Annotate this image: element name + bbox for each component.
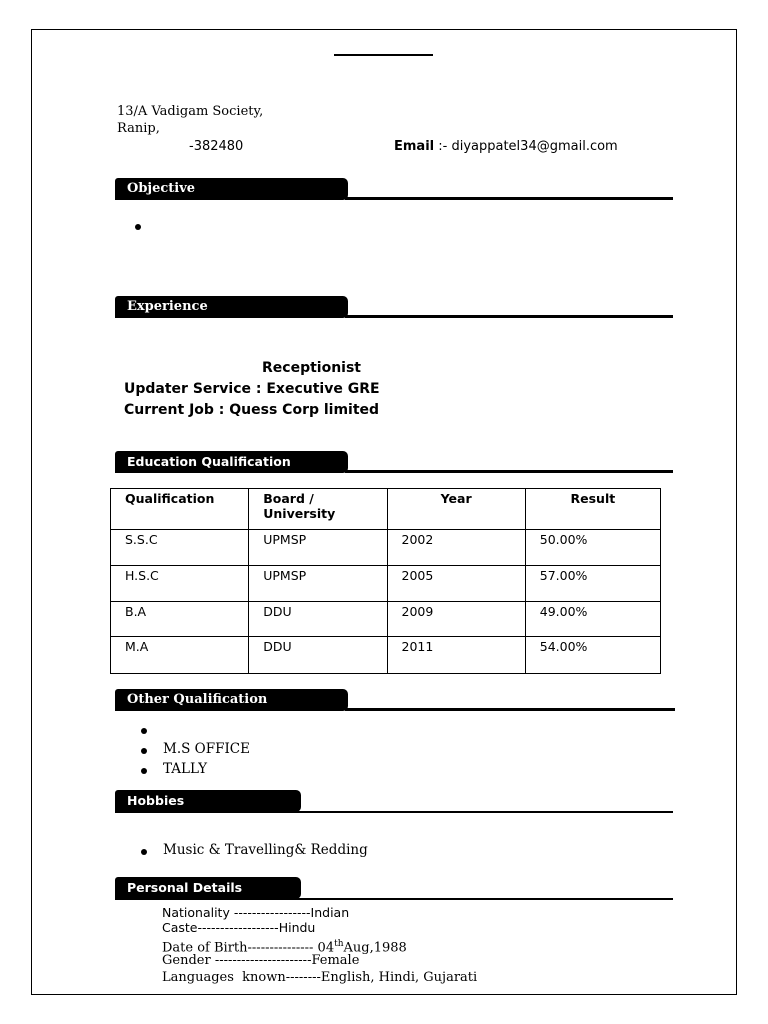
other-bullet — [141, 728, 147, 734]
languages-value: English, Hindi, Gujarati — [320, 970, 478, 985]
personal-languages — [162, 970, 477, 986]
table-row — [111, 566, 661, 602]
cell-year: 2011 — [387, 637, 525, 674]
section-other-qualification — [115, 689, 675, 713]
languages-label: Languages known — [162, 970, 286, 985]
hobby-item: Music & Travelling& Redding — [163, 842, 368, 858]
email-separator: :- — [434, 139, 452, 154]
nationality-dashes: ----------------- — [233, 905, 311, 920]
cell-result: 49.00% — [525, 602, 660, 637]
other-bullet — [141, 748, 147, 754]
hobby-bullet — [141, 849, 147, 855]
cell-board: UPMSP — [249, 566, 387, 602]
header-board: Board / University — [249, 489, 387, 530]
cell-qualification: M.A — [111, 637, 249, 674]
objective-bullet — [135, 224, 141, 230]
dob-day: 04 — [317, 940, 335, 956]
other-item: TALLY — [163, 761, 207, 777]
gender-dashes: ---------------------- — [214, 953, 312, 968]
languages-dashes: -------- — [285, 970, 321, 985]
education-table — [110, 488, 661, 674]
section-title-other: Other Qualification — [115, 689, 348, 711]
header-result: Result — [525, 489, 660, 530]
email-label: Email — [394, 139, 435, 154]
cell-result: 57.00% — [525, 566, 660, 602]
caste-value: Hindu — [278, 920, 316, 935]
section-hobbies — [115, 790, 673, 814]
nationality-label: Nationality — [162, 905, 230, 920]
dob-rest: Aug,1988 — [343, 940, 407, 956]
gender-value: Female — [311, 953, 360, 968]
personal-nationality — [162, 905, 349, 921]
experience-updater: Updater Service : Executive GRE — [124, 381, 380, 397]
header-qualification: Qualification — [111, 489, 249, 530]
dob-dashes: --------------- — [247, 940, 314, 956]
personal-caste — [162, 920, 315, 936]
table-header-row — [111, 489, 661, 530]
section-rule — [115, 811, 673, 813]
cell-result: 54.00% — [525, 637, 660, 674]
address-line-2: Ranip, — [117, 121, 160, 136]
address-line-1: 13/A Vadigam Society, — [117, 104, 264, 119]
section-rule — [345, 470, 673, 473]
gender-label: Gender — [162, 953, 211, 968]
dob-suffix: th — [334, 939, 344, 949]
other-bullet — [141, 768, 147, 774]
cell-year: 2009 — [387, 602, 525, 637]
email-line — [394, 139, 618, 154]
cell-board: DDU — [249, 637, 387, 674]
section-experience — [115, 296, 673, 320]
caste-label: Caste — [162, 920, 198, 935]
section-education — [115, 451, 673, 475]
table-row — [111, 530, 661, 566]
section-personal-details — [115, 877, 673, 901]
header-year: Year — [387, 489, 525, 530]
table-row — [111, 637, 661, 674]
cell-qualification: H.S.C — [111, 566, 249, 602]
cell-board: DDU — [249, 602, 387, 637]
email-value: diyappatel34@gmail.com — [451, 139, 618, 154]
experience-current-job: Current Job : Quess Corp limited — [124, 402, 380, 418]
section-rule — [115, 898, 673, 900]
experience-role: Receptionist — [262, 360, 361, 376]
section-title-personal: Personal Details — [115, 877, 301, 899]
other-item: M.S OFFICE — [163, 741, 250, 757]
dob-label: Date of Birth — [162, 940, 248, 956]
section-title-hobbies: Hobbies — [115, 790, 301, 812]
cell-qualification: B.A — [111, 602, 249, 637]
nationality-value: Indian — [310, 905, 350, 920]
section-rule — [345, 197, 673, 200]
header-rule — [334, 54, 433, 56]
cell-board: UPMSP — [249, 530, 387, 566]
cell-year: 2002 — [387, 530, 525, 566]
table-row — [111, 602, 661, 637]
section-title-experience: Experience — [115, 296, 348, 318]
address-pin: -382480 — [189, 139, 244, 154]
section-rule — [345, 315, 673, 318]
section-title-objective: Objective — [115, 178, 348, 200]
cell-year: 2005 — [387, 566, 525, 602]
personal-gender — [162, 953, 359, 969]
section-rule — [345, 708, 675, 711]
cell-result: 50.00% — [525, 530, 660, 566]
section-objective — [115, 178, 673, 202]
caste-dashes: ------------------ — [197, 920, 279, 935]
section-title-education: Education Qualification — [115, 451, 348, 473]
cell-qualification: S.S.C — [111, 530, 249, 566]
